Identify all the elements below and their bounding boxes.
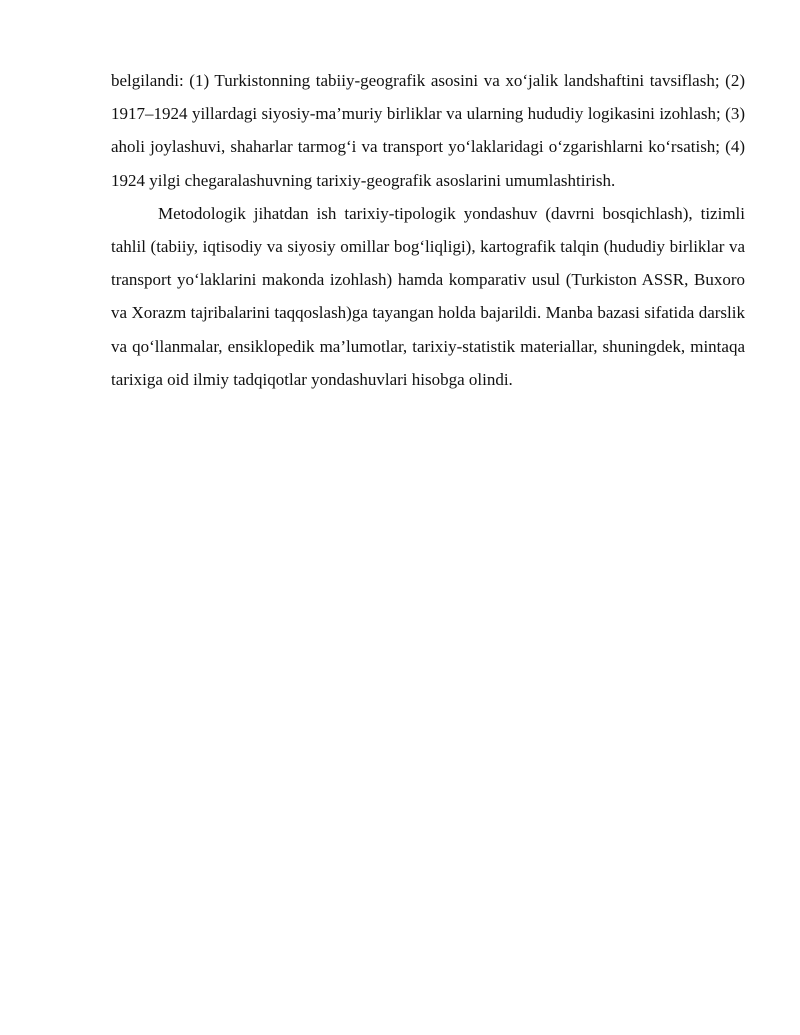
body-text (111, 64, 745, 396)
paragraph-methodology: Metodologik jihatdan ish tarixiy-tipologik yondashuv (davrni bosqichlash), tizimli tahlil (tabiiy, iqtisodiy va siyosiy omillar bog‘liqligi), kartografik talqin (hududiy birliklar va transport yo‘laklarini makonda izohlash) hamda komparativ usul (Turkiston ASSR, Buxoro va Xorazm tajribalarini taqqoslash)ga tayangan holda bajarildi. Manba bazasi sifatida darslik va qo‘llanmalar, ensiklopedik ma’lumotlar, tarixiy-statistik materiallar, shuningdek, mintaqa tarixiga oid ilmiy tadqiqotlar yondashuvlari hisobga olindi. (111, 203, 745, 389)
paragraph-continuation: belgilandi: (1) Turkistonning tabiiy-geografik asosini va xo‘jalik landshaftini tavsiflash; (2) 1917–1924 yillardagi siyosiy-ma’muriy birliklar va ularning hududiy logikasini izohlash; (3) aholi joylashuvi, shaharlar tarmog‘i va transport yo‘laklaridagi o‘zgarishlarni ko‘rsatish; (4) 1924 yilgi chegaralashuvning tarixiy-geografik asoslarini umumlashtirish. (111, 71, 745, 190)
